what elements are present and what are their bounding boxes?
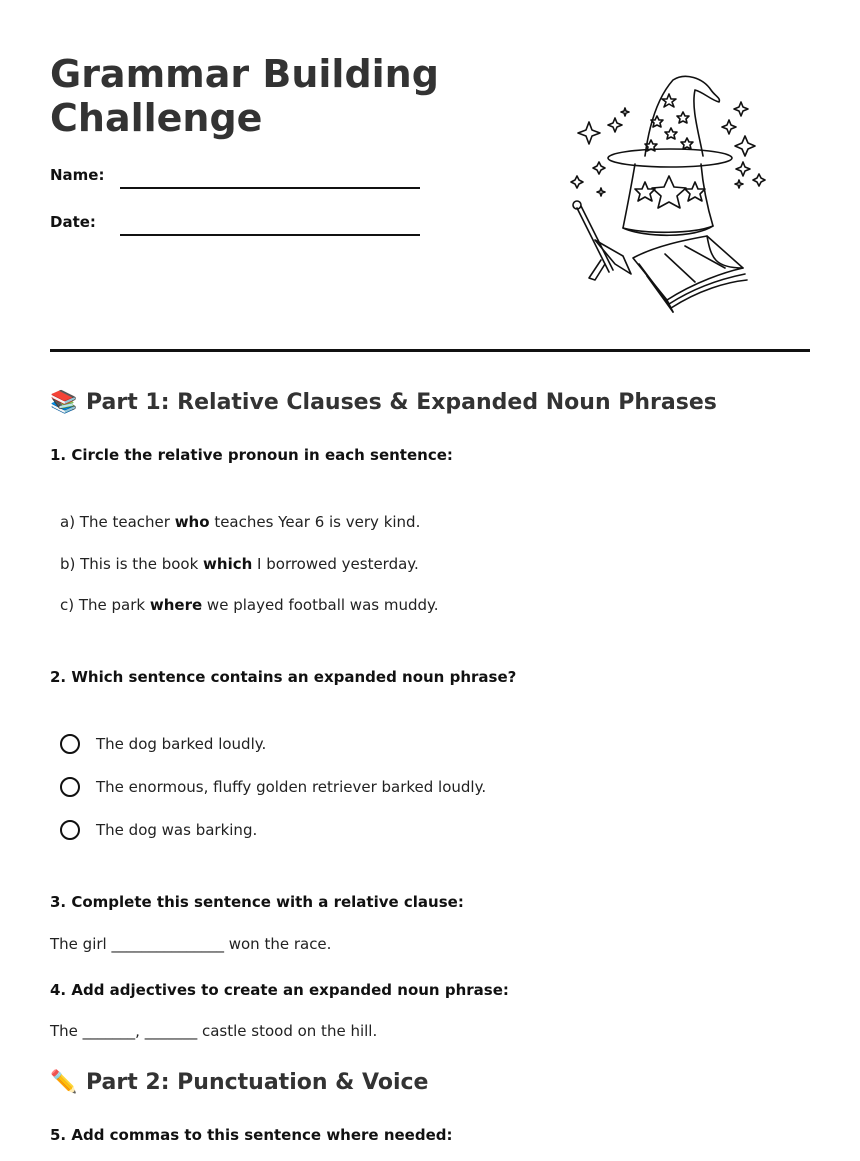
question-4-sentence[interactable]: The _______, _______ castle stood on the hill. (50, 1022, 378, 1040)
sentence-b-before: b) This is the book (60, 555, 204, 573)
option-3-radio[interactable] (60, 820, 80, 840)
sentence-c-before: c) The park (60, 596, 150, 614)
sentence-a-after: teaches Year 6 is very kind. (209, 513, 421, 531)
option-3-label: The dog was barking. (96, 821, 258, 839)
date-line (120, 234, 420, 236)
question-5: 5. Add commas to this sentence where needed: (50, 1126, 453, 1144)
date-label: Date: (50, 213, 96, 231)
option-2-label: The enormous, fluffy golden retriever barked loudly. (96, 778, 487, 796)
name-label: Name: (50, 166, 105, 184)
part1-heading (50, 390, 717, 415)
part2-heading (50, 1070, 428, 1095)
part1-heading-text: Part 1: Relative Clauses & Expanded Noun Phrases (86, 390, 717, 415)
wizard-hat-book-wand-icon (565, 68, 770, 313)
name-line (120, 187, 420, 189)
question-3: 3. Complete this sentence with a relative clause: (50, 893, 464, 911)
relative-pronoun-b[interactable]: which (203, 555, 253, 573)
sentence-b (60, 555, 419, 573)
sentence-c-after: we played football was muddy. (202, 596, 439, 614)
books-icon: 📚 (50, 390, 78, 415)
header-divider (50, 349, 810, 352)
relative-pronoun-a[interactable]: who (174, 513, 210, 531)
question-2: 2. Which sentence contains an expanded noun phrase? (50, 668, 517, 686)
sentence-a (60, 513, 420, 531)
page-title: Grammar Building Challenge (50, 52, 439, 140)
option-1-radio[interactable] (60, 734, 80, 754)
sentence-b-after: I borrowed yesterday. (252, 555, 419, 573)
option-2-radio[interactable] (60, 777, 80, 797)
sentence-c (60, 596, 439, 614)
option-1-label: The dog barked loudly. (96, 735, 267, 753)
relative-pronoun-c[interactable]: where (149, 596, 203, 614)
option-1[interactable] (60, 732, 266, 756)
question-4: 4. Add adjectives to create an expanded noun phrase: (50, 981, 509, 999)
option-3[interactable] (60, 818, 257, 842)
sentence-a-before: a) The teacher (60, 513, 175, 531)
part2-heading-text: Part 2: Punctuation & Voice (86, 1070, 429, 1095)
pencil-icon: ✏️ (50, 1070, 78, 1095)
option-2[interactable] (60, 775, 486, 799)
question-3-sentence[interactable]: The girl _______________ won the race. (50, 935, 332, 953)
question-1: 1. Circle the relative pronoun in each sentence: (50, 446, 453, 464)
